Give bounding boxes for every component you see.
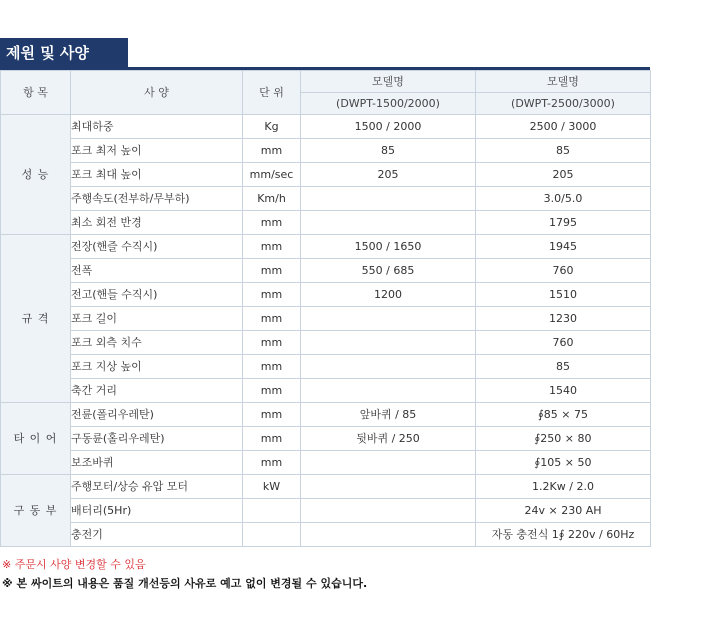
table-row (1, 379, 651, 403)
row-model1: 1500 / 2000 (301, 115, 476, 139)
row-item: 구동륜(홀리우레탄) (71, 427, 243, 451)
row-model1 (301, 499, 476, 523)
category-drive: 구 동 부 (1, 475, 71, 547)
row-item: 포크 최저 높이 (71, 139, 243, 163)
row-model1 (301, 307, 476, 331)
header-model1: (DWPT-1500/2000) (301, 93, 476, 115)
row-model2: 24v × 230 AH (476, 499, 651, 523)
row-model1 (301, 211, 476, 235)
table-row (1, 451, 651, 475)
table-row (1, 259, 651, 283)
row-model2: 3.0/5.0 (476, 187, 651, 211)
table-row (1, 163, 651, 187)
table-row (1, 211, 651, 235)
row-unit: kW (243, 475, 301, 499)
row-unit: mm (243, 379, 301, 403)
row-item: 보조바퀴 (71, 451, 243, 475)
row-item: 배터리(5Hr) (71, 499, 243, 523)
table-row (1, 523, 651, 547)
row-model2: ∮250 × 80 (476, 427, 651, 451)
row-model1: 1500 / 1650 (301, 235, 476, 259)
row-item: 포크 길이 (71, 307, 243, 331)
row-model2: 2500 / 3000 (476, 115, 651, 139)
row-model2: 85 (476, 139, 651, 163)
row-unit: Km/h (243, 187, 301, 211)
row-model1: 1200 (301, 283, 476, 307)
category-performance: 성 능 (1, 115, 71, 235)
row-unit: Kg (243, 115, 301, 139)
row-unit: mm (243, 451, 301, 475)
row-unit: mm (243, 259, 301, 283)
row-model2: 1230 (476, 307, 651, 331)
row-model1 (301, 379, 476, 403)
header-model2-label: 모델명 (476, 71, 651, 93)
header-spec: 사 양 (71, 71, 243, 115)
category-dimensions: 규 격 (1, 235, 71, 403)
row-item: 전폭 (71, 259, 243, 283)
row-unit: mm (243, 427, 301, 451)
row-unit: mm (243, 307, 301, 331)
row-item: 포크 최대 높이 (71, 163, 243, 187)
row-model1 (301, 187, 476, 211)
row-model2: 1795 (476, 211, 651, 235)
row-unit: mm (243, 211, 301, 235)
table-row (1, 475, 651, 499)
row-model2: 1540 (476, 379, 651, 403)
row-unit: mm (243, 355, 301, 379)
row-item: 주행모터/상승 유압 모터 (71, 475, 243, 499)
row-model1 (301, 355, 476, 379)
row-item: 전장(핸즐 수직시) (71, 235, 243, 259)
header-model2: (DWPT-2500/3000) (476, 93, 651, 115)
row-item: 축간 거리 (71, 379, 243, 403)
table-row (1, 187, 651, 211)
table-row (1, 139, 651, 163)
notice-content-change: ※ 본 싸이트의 내용은 품질 개선등의 사유로 예고 없이 변경될 수 있습니다. (2, 577, 368, 590)
header-model1-label: 모델명 (301, 71, 476, 93)
row-model2: 85 (476, 355, 651, 379)
row-model1 (301, 523, 476, 547)
row-item: 전륜(폴리우레탄) (71, 403, 243, 427)
row-model2: 1945 (476, 235, 651, 259)
row-model2: 1.2Kw / 2.0 (476, 475, 651, 499)
row-model2: 760 (476, 331, 651, 355)
row-item: 포크 지상 높이 (71, 355, 243, 379)
table-row (1, 283, 651, 307)
row-item: 전고(핸들 수직시) (71, 283, 243, 307)
row-unit: mm (243, 283, 301, 307)
row-model1: 뒷바퀴 / 250 (301, 427, 476, 451)
row-model1 (301, 451, 476, 475)
section-title: 제원 및 사양 (0, 38, 128, 68)
row-unit: mm (243, 235, 301, 259)
row-model1: 85 (301, 139, 476, 163)
row-item: 주행속도(전부하/무부하) (71, 187, 243, 211)
row-model1: 앞바퀴 / 85 (301, 403, 476, 427)
row-model1 (301, 475, 476, 499)
spec-table (0, 70, 651, 547)
row-model2: 760 (476, 259, 651, 283)
row-item: 최대하중 (71, 115, 243, 139)
row-model2: 1510 (476, 283, 651, 307)
table-row (1, 331, 651, 355)
row-item: 충전기 (71, 523, 243, 547)
table-row (1, 355, 651, 379)
row-unit: mm (243, 139, 301, 163)
row-unit (243, 499, 301, 523)
notice-spec-change: ※ 주문시 사양 변경할 수 있음 (2, 558, 146, 571)
header-item: 항 목 (1, 71, 71, 115)
table-row (1, 307, 651, 331)
table-header-row (1, 71, 651, 93)
row-model2: ∮105 × 50 (476, 451, 651, 475)
row-model1: 550 / 685 (301, 259, 476, 283)
table-row (1, 115, 651, 139)
row-model2: 205 (476, 163, 651, 187)
table-row (1, 427, 651, 451)
category-tire: 타 이 어 (1, 403, 71, 475)
header-unit: 단 위 (243, 71, 301, 115)
row-model2: ∮85 × 75 (476, 403, 651, 427)
row-item: 최소 회전 반경 (71, 211, 243, 235)
row-unit (243, 523, 301, 547)
table-row (1, 499, 651, 523)
table-row (1, 403, 651, 427)
row-model1: 205 (301, 163, 476, 187)
row-model1 (301, 331, 476, 355)
row-unit: mm (243, 403, 301, 427)
row-item: 포크 외측 치수 (71, 331, 243, 355)
table-row (1, 235, 651, 259)
row-model2: 자동 충전식 1∮ 220v / 60Hz (476, 523, 651, 547)
row-unit: mm/sec (243, 163, 301, 187)
row-unit: mm (243, 331, 301, 355)
